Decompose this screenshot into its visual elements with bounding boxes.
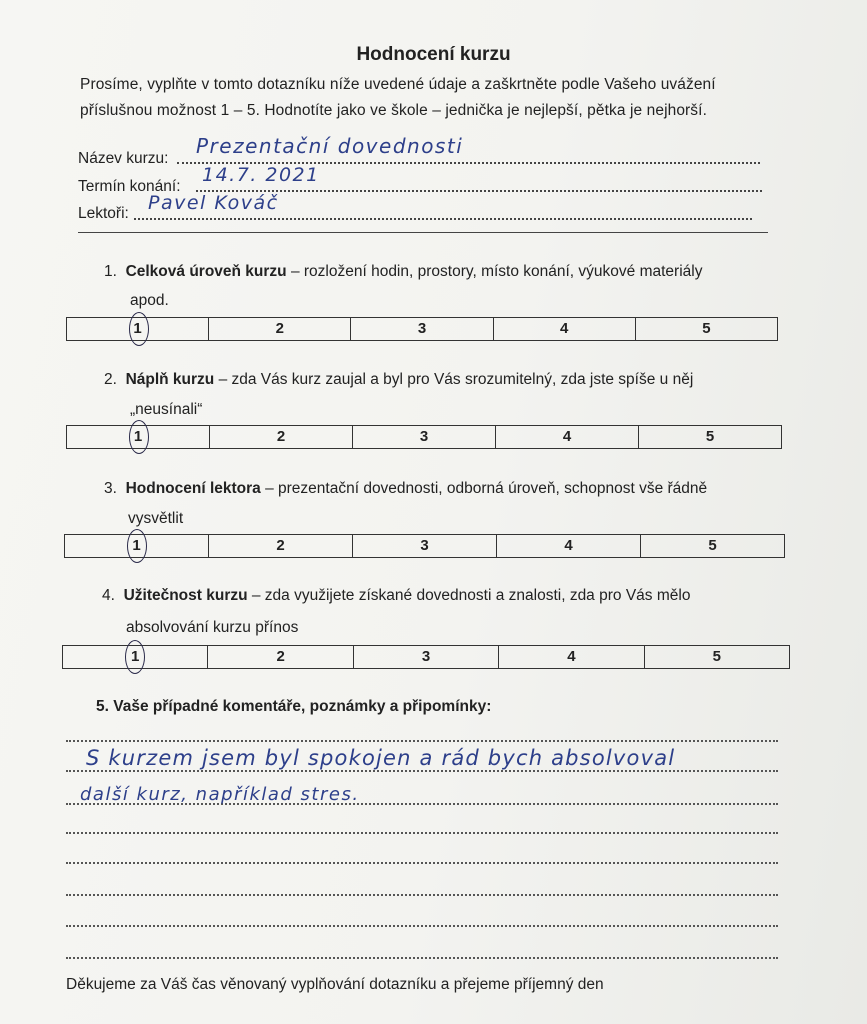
question-2-number: 2. — [104, 371, 117, 388]
selection-circle — [125, 640, 145, 674]
question-2-cont: „neusínali“ — [130, 401, 203, 418]
rating-option[interactable]: 2 — [208, 318, 350, 340]
lecturer-value[interactable]: Pavel Kováč — [148, 192, 279, 214]
rating-scale-2 — [66, 425, 782, 449]
rating-option[interactable]: 4 — [495, 426, 638, 448]
rating-option[interactable]: 3 — [352, 535, 496, 557]
rating-option[interactable]: 2 — [207, 646, 352, 668]
date-label: Termín konání: — [78, 178, 181, 195]
comment-line — [66, 740, 778, 742]
rating-scale-4 — [62, 645, 790, 669]
rating-option[interactable]: 1 — [65, 535, 208, 557]
question-1-title: Celková úroveň kurzu — [125, 263, 287, 280]
form-title: Hodnocení kurzu — [356, 44, 511, 65]
selection-circle — [129, 312, 149, 346]
course-name-label: Název kurzu: — [78, 150, 169, 167]
question-1 — [104, 263, 702, 281]
question-3-number: 3. — [104, 480, 117, 497]
question-1-cont: apod. — [130, 292, 169, 309]
question-3 — [104, 480, 707, 498]
comment-line — [66, 957, 778, 959]
rating-option[interactable]: 4 — [493, 318, 635, 340]
question-4 — [102, 587, 690, 605]
header-divider — [78, 232, 768, 233]
selection-circle — [127, 529, 147, 563]
question-1-number: 1. — [104, 263, 117, 280]
rating-option[interactable]: 5 — [640, 535, 784, 557]
rating-option[interactable]: 5 — [644, 646, 789, 668]
intro-line-1: Prosíme, vyplňte v tomto dotazníku níže uvedené údaje a zaškrtněte podle Vašeho uvážení — [80, 76, 716, 93]
comment-text-line-1[interactable]: S kurzem jsem byl spokojen a rád bych absolvoval — [86, 746, 676, 770]
question-4-title: Užitečnost kurzu — [123, 587, 248, 604]
question-1-text: – rozložení hodin, prostory, místo konání, výukové materiály — [286, 263, 703, 280]
question-2 — [104, 371, 693, 389]
rating-option[interactable]: 5 — [638, 426, 781, 448]
rating-option[interactable]: 4 — [498, 646, 643, 668]
rating-option[interactable]: 3 — [352, 426, 495, 448]
question-2-text: – zda Vás kurz zaujal a byl pro Vás srozumitelný, zda jste spíše u něj — [214, 371, 694, 388]
comment-line — [66, 770, 778, 772]
course-name-value[interactable]: Prezentační dovednosti — [196, 134, 464, 158]
date-line — [196, 190, 762, 192]
rating-option[interactable]: 5 — [635, 318, 777, 340]
selection-circle — [129, 420, 149, 454]
comment-text-line-2[interactable]: další kurz, například stres. — [80, 784, 360, 805]
comment-line — [66, 832, 778, 834]
question-3-text: – prezentační dovednosti, odborná úroveň, schopnost vše řádně — [260, 480, 708, 497]
comments-heading: 5. Vaše případné komentáře, poznámky a připomínky: — [96, 698, 492, 715]
intro-line-2: příslušnou možnost 1 – 5. Hodnotíte jako ve škole – jednička je nejlepší, pětka je nejhorší. — [80, 102, 707, 119]
rating-option[interactable]: 1 — [67, 426, 209, 448]
comment-line — [66, 894, 778, 896]
rating-option[interactable]: 2 — [208, 535, 352, 557]
footer-thanks: Děkujeme za Váš čas věnovaný vyplňování dotazníku a přejeme příjemný den — [66, 976, 604, 993]
question-3-title: Hodnocení lektora — [125, 480, 261, 497]
comment-line — [66, 862, 778, 864]
lecturer-label: Lektoři: — [78, 205, 129, 222]
rating-option[interactable]: 1 — [63, 646, 207, 668]
rating-option[interactable]: 4 — [496, 535, 640, 557]
question-4-text: – zda využijete získané dovednosti a znalosti, zda pro Vás mělo — [247, 587, 691, 604]
comment-line — [66, 925, 778, 927]
question-3-cont: vysvětlit — [128, 510, 184, 527]
rating-option[interactable]: 3 — [353, 646, 498, 668]
rating-option[interactable]: 1 — [67, 318, 208, 340]
date-value[interactable]: 14.7. 2021 — [202, 164, 320, 186]
rating-scale-1 — [66, 317, 778, 341]
lecturer-line — [134, 218, 752, 220]
rating-option[interactable]: 2 — [209, 426, 352, 448]
question-2-title: Náplň kurzu — [125, 371, 215, 388]
question-4-cont: absolvování kurzu přínos — [126, 619, 299, 636]
rating-option[interactable]: 3 — [350, 318, 492, 340]
rating-scale-3 — [64, 534, 785, 558]
question-4-number: 4. — [102, 587, 115, 604]
